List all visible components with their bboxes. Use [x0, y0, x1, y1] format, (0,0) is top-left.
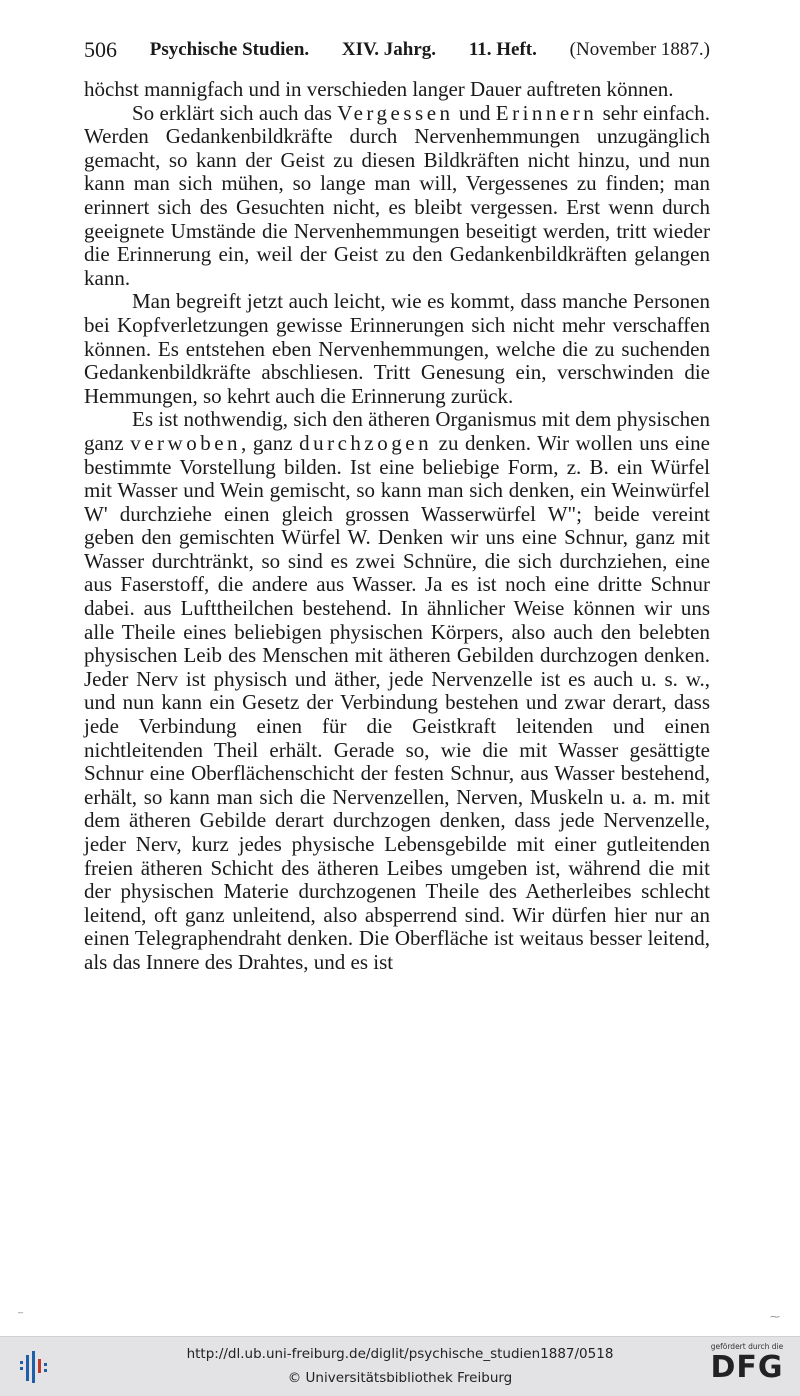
paragraph-4-text-a: Es ist nothwendig, sich den ätheren Organismus mit dem physischen ganz: [84, 407, 710, 455]
scan-edge-mark-left: ‾: [18, 1312, 23, 1323]
issue-label: 11. Heft.: [468, 39, 537, 60]
emphasis-verwoben: verwoben: [130, 430, 242, 455]
dfg-badge: [704, 1342, 790, 1384]
paragraph-4-text-b: , ganz: [241, 430, 300, 455]
body-text: [84, 78, 710, 975]
paragraph-2-text-und: und: [453, 100, 496, 125]
volume-label: XIV. Jahrg.: [341, 39, 437, 60]
viewer-footer: [0, 1336, 800, 1396]
issue-date: (November 1887.): [569, 39, 710, 60]
page-number: 506: [84, 37, 117, 62]
paragraph-2-text-a: So erklärt sich auch das: [132, 100, 338, 125]
paragraph-4-text-c: zu denken. Wir wollen uns eine bestimmte Vorstellung bilden. Ist eine beliebige Form, z. B. ein Würfel mit Wasser und Wein gemischt, so kann man sich denken, ein Weinwürfel W' durchziehe einen gleich grossen Wasserwürfel W"; beide vereint geben den gemischten Würfel W. Denken wir uns eine Schnur, ganz mit Wasser durchtränkt, so sind es zwei Schnüre, die sich durchziehen, eine aus Faserstoff, die andere aus Wasser. Ja es ist noch eine dritte Schnur dabei. aus Lufttheilchen bestehend. In ähnlicher Weise können wir uns alle Theile eines beliebigen physischen Körpers, also auch den belebten physischen Leib des Menschen mit ätheren Gebilden durchzogen denken. Jeder Nerv ist physisch und äther, jede Nervenzelle ist es auch u. s. w., und nun kann ein Gesetz der Verbindung bestehen und zwar derart, dass jede Verbindung einen für die Geistkraft leitenden und einen nichtleitenden Theil erhält. Gerade so, wie die mit Wasser gesättigte Schnur eine Oberflächenschicht der festen Schnur, aus Wasser bestehend, erhält, so kann man sich die Nervenzellen, Nerven, Muskeln u. a. m. mit dem ätheren Gebilde derart durchzogen denken, dass jede Nervenzelle, jeder Nerv, kurz jedes physische Lebensgebilde mit einer gutleitenden freien ätheren Schicht des ätheren Leibes umgeben ist, während die mit der physischen Materie durchzogenen Theile des Aetherleibes schlecht leitend, oft ganz unleitend, also absperrend sind. Wir dürfen hier nur an einen Telegraphendraht denken. Die Oberfläche ist weitaus besser leitend, als das Innere des Drahtes, und es ist: [84, 430, 710, 974]
emphasis-vergessen: Vergessen: [337, 100, 454, 125]
emphasis-erinnern: Erinnern: [495, 100, 598, 125]
emphasis-durchzogen: durchzogen: [299, 430, 433, 455]
paragraph-1: höchst mannigfach und in verschieden langer Dauer auftreten können.: [84, 77, 674, 101]
copyright-notice: © Universitätsbibliothek Freiburg: [287, 1370, 513, 1386]
paragraph-2-text-b: sehr einfach. Werden Gedankenbildkräfte durch Nervenhemmungen unzugänglich gemacht, so kann der Geist zu diesen Bildkräften nicht hinzu, und nun kann man sich mühen, so lange man will, Vergessenes zu finden; man erinnert sich des Gesuchten nicht, es bleibt vergessen. Erst wenn durch geeignete Umstände die Nervenhemmungen beseitigt werden, tritt wieder die Erinnerung ein, weil der Geist zu den Gedankenbildkräften gelangen kann.: [84, 100, 711, 290]
scan-edge-mark-right: ⁓: [770, 1312, 780, 1323]
paragraph-3: Man begreift jetzt auch leicht, wie es kommt, dass manche Personen bei Kopfverletzungen gewisse Erinnerungen sich nicht mehr verschaffen können. Es entstehen eben Nervenhemmungen, welche die zu suchenden Gedankenbildkräfte abschliesen. Tritt Genesung ein, verschwinden die Hemmungen, so kehrt auch die Erinnerung zurück.: [84, 289, 710, 408]
journal-title: Psychische Studien.: [149, 39, 310, 60]
dfg-logo-icon: DFG: [710, 1350, 784, 1385]
paragraph-2: [84, 102, 710, 291]
permalink-url[interactable]: http://dl.ub.uni-freiburg.de/diglit/psychische_studien1887/0518: [186, 1346, 614, 1362]
paragraph-4: [84, 408, 710, 974]
running-header: [84, 36, 710, 64]
dfg-caption: gefördert durch die: [710, 1342, 784, 1351]
